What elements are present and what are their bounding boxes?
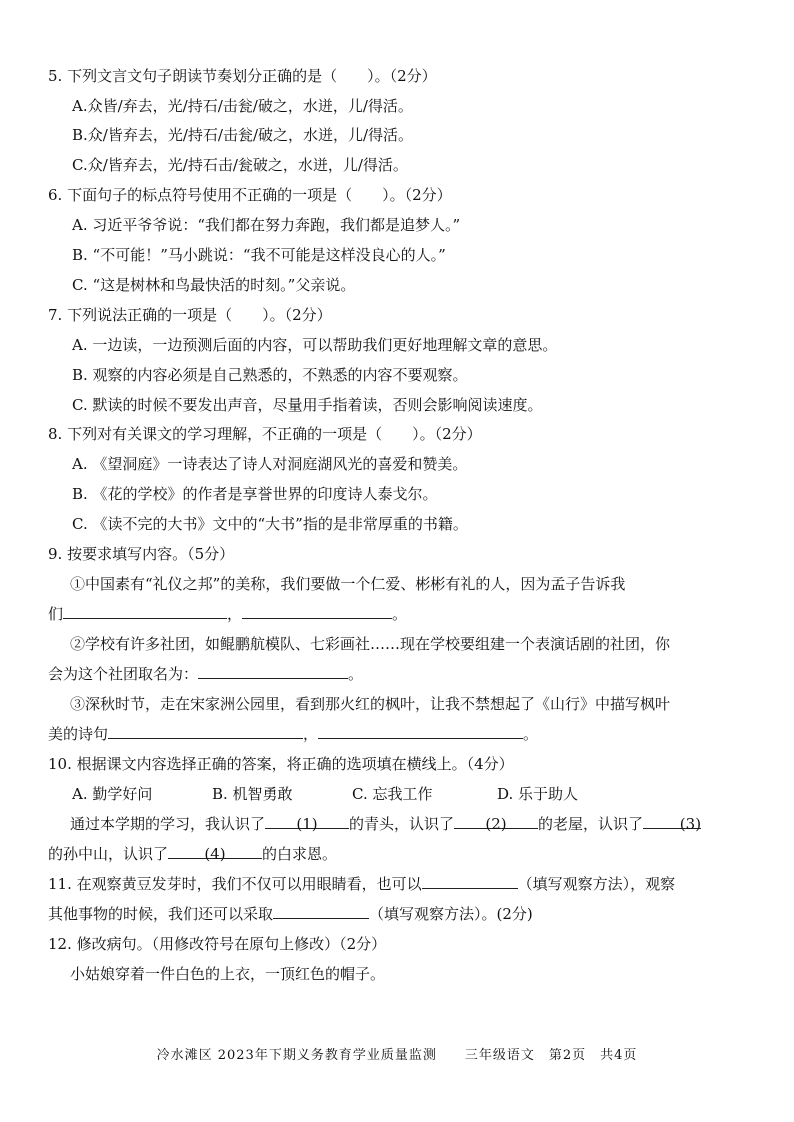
q10-line2-a: 的孙中山，认识了 — [48, 845, 169, 863]
q9-part3-end: 。 — [523, 725, 539, 743]
q10-choice-c: C. 忘我工作 — [352, 785, 433, 803]
q10-blank-3[interactable]: (3) — [643, 814, 701, 829]
q11-blank-1[interactable] — [422, 874, 518, 889]
q10-blank-4[interactable]: (4) — [168, 844, 262, 859]
q11-line1-b: （填写观察方法），观察 — [517, 875, 676, 893]
q9-part3-start: 美的诗句 — [48, 725, 109, 743]
q9-blank-1[interactable] — [63, 604, 227, 619]
q8-option-c: C. 《读不完的大书》文中的“大书”指的是非常厚重的书籍。 — [72, 515, 468, 533]
q10-line2 — [48, 844, 337, 864]
q11-line1 — [48, 874, 675, 894]
q5-option-c: C.众/皆弃去，光/持石击/瓮破之，水迸，儿/得活。 — [72, 156, 408, 174]
q9-part2-line1: ②学校有许多社团，如鲲鹏航模队、七彩画社……现在学校要组建一个表演话剧的社团，你 — [70, 635, 671, 653]
q9-blank-5[interactable] — [318, 724, 523, 739]
q7-stem: 7. 下列说法正确的一项是（ ）。（2分） — [48, 306, 332, 324]
q9-stem: 9. 按要求填写内容。（5分） — [48, 545, 235, 563]
page-footer: 冷水滩区 2023年下期义务教育学业质量监测 三年级语文 第2页 共4页 — [156, 1048, 638, 1063]
q7-option-a: A. 一边读，一边预测后面的内容，可以帮助我们更好地理解文章的意思。 — [72, 336, 558, 354]
q9-part2-line2 — [48, 664, 363, 684]
q10-blank-2[interactable]: (2) — [454, 814, 538, 829]
q9-part3-sep: ， — [303, 725, 319, 743]
q7-option-b: B. 观察的内容必须是自己熟悉的，不熟悉的内容不要观察。 — [72, 366, 468, 384]
q9-part1-end: 。 — [392, 605, 408, 623]
q6-option-c: C. “这是树林和鸟最快活的时刻。”父亲说。 — [72, 276, 356, 294]
q8-stem: 8. 下列对有关课文的学习理解，不正确的一项是（ ）。（2分） — [48, 425, 482, 443]
q10-choice-d: D. 乐于助人 — [497, 785, 579, 803]
q10-line1-a: 通过本学期的学习，我认识了 — [70, 815, 266, 833]
q5-stem: 5. 下列文言文句子朗读节奏划分正确的是（ ）。（2分） — [48, 67, 437, 85]
q9-part1-line1: ①中国素有“礼仪之邦”的美称，我们要做一个仁爱、彬彬有礼的人，因为孟子告诉我 — [70, 575, 626, 593]
q11-line2-a: 其他事物的时候，我们还可以采取 — [48, 905, 274, 923]
q8-option-a: A. 《望洞庭》一诗表达了诗人对洞庭湖风光的喜爱和赞美。 — [72, 455, 468, 473]
q10-choices — [72, 784, 578, 804]
q9-part3-line2 — [48, 724, 538, 744]
q9-part1-line2 — [48, 604, 407, 624]
q9-blank-2[interactable] — [242, 604, 392, 619]
q9-part2-start: 会为这个社团取名为： — [48, 665, 199, 683]
q10-line1 — [70, 814, 701, 834]
q10-line2-b: 的白求恩。 — [262, 845, 338, 863]
q9-part1-start: 们 — [48, 605, 64, 623]
q10-line1-b: 的青头，认识了 — [349, 815, 455, 833]
q11-line2 — [48, 904, 533, 924]
q11-line2-b: （填写观察方法）。(2分) — [369, 905, 533, 923]
q9-part3-line1: ③深秋时节，走在宋家洲公园里，看到那火红的枫叶，让我不禁想起了《山行》中描写枫叶 — [70, 695, 671, 713]
q10-stem: 10. 根据课文内容选择正确的答案，将正确的选项填在横线上。（4分） — [48, 755, 514, 773]
q10-choice-a: A. 勤学好问 — [72, 785, 153, 803]
q9-part2-end: 。 — [348, 665, 364, 683]
q10-line1-c: 的老屋，认识了 — [538, 815, 644, 833]
q9-part1-sep: ， — [227, 605, 243, 623]
q9-blank-4[interactable] — [108, 724, 303, 739]
q5-option-b: B.众/皆弃去，光/持石/击瓮/破之，水迸，儿/得活。 — [72, 126, 414, 144]
q10-choice-b: B. 机智勇敢 — [212, 785, 293, 803]
q12-sentence: 小姑娘穿着一件白色的上衣，一顶红色的帽子。 — [70, 965, 386, 983]
q6-option-b: B. “不可能！”马小跳说：“我不可能是这样没良心的人。” — [72, 246, 446, 264]
q8-option-b: B. 《花的学校》的作者是享誉世界的印度诗人泰戈尔。 — [72, 485, 438, 503]
q6-stem: 6. 下面句子的标点符号使用不正确的一项是（ ）。（2分） — [48, 186, 452, 204]
q10-blank-1[interactable]: (1) — [265, 814, 349, 829]
q11-line1-a: 11. 在观察黄豆发芽时，我们不仅可以用眼睛看，也可以 — [48, 875, 422, 893]
q12-stem: 12. 修改病句。（用修改符号在原句上修改）（2分） — [48, 935, 387, 953]
q5-option-a: A.众皆/弃去，光/持石/击瓮/破之，水迸，儿/得活。 — [72, 97, 413, 115]
q6-option-a: A. 习近平爷爷说：“我们都在努力奔跑，我们都是追梦人。” — [72, 216, 461, 234]
q7-option-c: C. 默读的时候不要发出声音，尽量用手指着读，否则会影响阅读速度。 — [72, 396, 543, 414]
q9-blank-3[interactable] — [198, 664, 348, 679]
q11-blank-2[interactable] — [273, 904, 369, 919]
